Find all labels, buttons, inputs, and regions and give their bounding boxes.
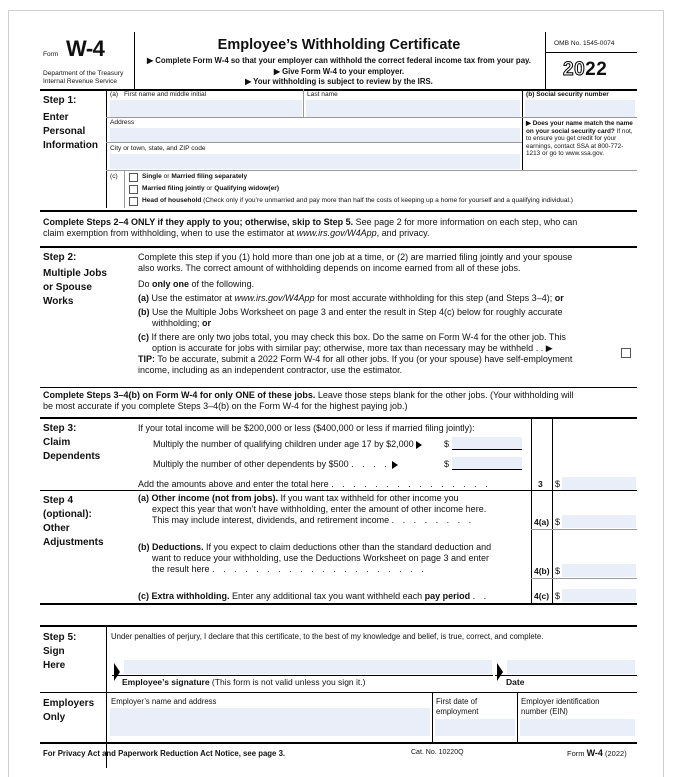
step3-title-1: Claim	[43, 437, 71, 448]
option-c-leader: . . ▶	[535, 343, 553, 353]
line-4c-leader: . .	[472, 591, 490, 601]
line-4a-rule	[531, 529, 637, 530]
two-jobs-checkbox[interactable]	[621, 348, 631, 358]
step4-number: Step 4	[43, 495, 74, 506]
step4-label	[43, 494, 104, 550]
step5-title-2: Here	[43, 660, 66, 671]
line-3-number: 3	[538, 479, 543, 489]
department-label	[43, 70, 138, 86]
filing-status-rule	[124, 170, 125, 208]
tax-year	[563, 59, 607, 81]
option-a-marker: (a)	[138, 293, 149, 303]
mfj-text: Married filing jointly	[142, 185, 205, 192]
qw-text: Qualifying widow(er)	[214, 185, 280, 192]
line-4a-dollar: $	[555, 517, 561, 527]
step2-title-1: Multiple Jobs	[43, 268, 107, 279]
employers-only-label	[43, 697, 94, 725]
other-dependents-dollar: $	[444, 459, 450, 469]
signature-caption	[122, 677, 365, 687]
perjury-statement: Under penalties of perjury, I declare that this certificate, to the best of my knowledge and belief, is true, correct, and complete.	[111, 632, 544, 641]
bullet-2: ▶ Give Form W-4 to your employer.	[273, 66, 405, 76]
line-4b-rule	[531, 578, 637, 579]
step5-bottom-rule	[40, 692, 637, 693]
header-divider-right	[545, 32, 546, 90]
option-b-text-2: withholding;	[152, 318, 203, 328]
step1-number: Step 1:	[43, 95, 77, 106]
last-name-input[interactable]	[306, 100, 520, 117]
line-4b-block	[138, 542, 528, 575]
single-option-label	[142, 173, 247, 181]
employee-signature-input[interactable]	[124, 660, 492, 674]
step3-total-text: Add the amounts above and enter the total here	[138, 479, 329, 489]
step3-number: Step 3:	[43, 423, 77, 434]
signature-caption-bold: Employee’s signature	[122, 677, 210, 687]
first-date-line-2: employment	[436, 706, 479, 716]
steps-2-4-intro	[43, 217, 637, 239]
step4-title-1: Other	[43, 523, 70, 534]
step5-label	[43, 631, 76, 673]
other-dependents-amount-input[interactable]	[452, 457, 522, 470]
line-3-dollar: $	[555, 479, 561, 489]
city-label: City or town, state, and ZIP code	[110, 145, 206, 152]
children-text: Multiply the number of qualifying children under age 17 by $2,000	[153, 439, 414, 449]
date-caption: Date	[506, 677, 525, 687]
option-c-text: If there are only two jobs total, you may check this box. Do the same on Form W-4 for the other job. This	[149, 332, 566, 342]
ein-input[interactable]	[520, 719, 635, 736]
footer-form-word: Form	[567, 749, 587, 758]
form-label: Form	[43, 51, 59, 58]
form-number: W-4	[66, 36, 105, 61]
footer-form-id	[567, 748, 627, 758]
step2-p1a: Complete this step if you (1) hold more than one job at a time, or (2) are married filing jointly and your spouse	[138, 252, 573, 262]
omb-divider	[545, 52, 637, 53]
intro-line2b: , and privacy.	[376, 228, 430, 238]
employers-bottom-rule	[40, 742, 637, 744]
hoh-text: Head of household	[142, 197, 202, 204]
employers-title-1: Employers	[43, 698, 95, 709]
title-block	[134, 37, 544, 53]
married-jointly-option-label	[142, 185, 279, 193]
signature-line	[112, 675, 493, 676]
hoh-note: (Check only if you’re unmarried and pay more than half the costs of keeping up a home for yourself and a qualifying individual.)	[201, 197, 573, 204]
last-name-label: Last name	[307, 91, 338, 98]
ssn-note	[526, 120, 636, 158]
line-4c-dollar: $	[555, 591, 561, 601]
date-arrow-icon	[497, 663, 503, 681]
ssn-label: (b) Social security number	[526, 91, 609, 98]
first-date-line-1: First date of	[436, 697, 478, 706]
other-dependents-line	[153, 459, 398, 470]
dept-line-1: Department of the Treasury	[43, 70, 124, 77]
line-4c-pay-period: pay period	[424, 591, 471, 601]
children-arrow	[416, 441, 422, 449]
ssn-divider	[522, 89, 523, 170]
intro-line2a: claim exemption from withholding, when to use the estimator at	[43, 228, 297, 238]
line-4b-title: (b) Deductions.	[138, 542, 204, 552]
step2-p2a: Do	[138, 279, 153, 289]
money-col-left	[531, 417, 532, 603]
other-dependents-arrow	[392, 461, 398, 469]
address-row-rule	[106, 142, 522, 143]
ssn-note-text: If not, to ensure you get credit for your earnings, contact SSA at 800-772-1213 or go to www.ssa.gov.	[526, 127, 633, 158]
single-checkbox[interactable]	[129, 173, 138, 182]
catalog-number: Cat. No. 10220Q	[411, 749, 464, 756]
step5-title-1: Sign	[43, 646, 65, 657]
line-4c-text: Enter any additional tax you want withheld each	[229, 591, 425, 601]
option-c-marker: (c)	[138, 332, 149, 342]
single-text: Single	[142, 173, 162, 180]
line-4b-text-3: the result here	[152, 564, 210, 574]
line-4a-input[interactable]	[562, 515, 636, 528]
step5-left-rule	[106, 625, 107, 768]
step1-title-1: Enter	[43, 112, 69, 123]
name-row-rule	[106, 117, 637, 118]
mfs-text: Married filing separately	[171, 173, 248, 180]
tip-text: To be accurate, submit a 2022 Form W-4 for all other jobs. If you (or your spouse) have self-employment	[155, 354, 573, 364]
line-4c-input[interactable]	[562, 589, 636, 602]
footer-form-year: (2022)	[602, 749, 627, 758]
intro-bold: Complete Steps 2–4 ONLY if they apply to you; otherwise, skip to Step 5.	[43, 217, 354, 227]
line-c-label: (c)	[110, 173, 118, 180]
ein-line-2: number (EIN)	[521, 706, 568, 716]
step3-title-2: Dependents	[43, 451, 101, 462]
steps-3-4-notice	[43, 390, 637, 412]
dept-line-2: Internal Revenue Service	[43, 78, 118, 85]
option-b-or: or	[202, 318, 212, 328]
line-4b-leader: . . . . . . . . . . . . . . . . . . . .	[212, 564, 427, 574]
line-4b-input[interactable]	[562, 564, 636, 577]
or-text-1: or	[161, 173, 172, 180]
line-4a-block	[138, 493, 528, 526]
step3-total-line	[138, 479, 491, 490]
line-4a-title: (a) Other income (not from jobs).	[138, 493, 279, 503]
ein-line-1: Employer identification	[521, 697, 600, 706]
employer-name-input[interactable]	[110, 708, 430, 736]
tip-text-2: income, including as an independent contractor, use the estimator.	[138, 365, 403, 375]
step2-p1b: also works. The correct amount of withholding depends on income earned from all of these jobs.	[138, 263, 521, 273]
name-divider	[303, 89, 304, 117]
step4-bottom-rule	[40, 603, 637, 605]
date-line	[495, 675, 637, 676]
step5-number: Step 5:	[43, 632, 77, 643]
instruction-bullets	[134, 56, 544, 88]
step2-body	[138, 252, 636, 376]
step2-p2c: of the following.	[189, 279, 255, 289]
step2-p2b: only one	[152, 279, 190, 289]
first-date-input[interactable]	[435, 719, 515, 736]
option-a-text-2: for most accurate withholding for this step (and Steps 3–4);	[314, 293, 555, 303]
ssn-input[interactable]	[525, 100, 635, 117]
footer-form-number: W-4	[586, 748, 603, 758]
married-jointly-checkbox[interactable]	[129, 185, 138, 194]
first-date-label	[436, 697, 478, 716]
step2-label	[43, 251, 107, 309]
notice-rest: Leave those steps blank for the other jobs. (Your withholding will	[315, 390, 574, 400]
city-input[interactable]	[110, 154, 520, 169]
step1-label	[43, 94, 98, 153]
ein-label	[521, 697, 599, 716]
employer-name-label: Employer’s name and address	[111, 697, 217, 706]
tip-label: TIP:	[138, 354, 155, 364]
children-line	[153, 439, 422, 450]
bullet-1: ▶ Complete Form W-4 so that your employer can withhold the correct federal income tax from your pay.	[147, 56, 531, 65]
signature-arrow-icon	[114, 663, 120, 681]
omb-number: OMB No. 1545-0074	[554, 40, 615, 47]
step2-title-2: or Spouse	[43, 282, 92, 293]
or-text-2: or	[204, 185, 215, 192]
step5-top-rule	[40, 625, 637, 627]
step4-title-2: Adjustments	[43, 537, 104, 548]
address-input[interactable]	[110, 128, 520, 142]
signature-date-input[interactable]	[507, 660, 635, 674]
line-4b-text-2: want to reduce your withholding, use the Deductions Worksheet on page 3 and enter	[152, 553, 490, 563]
line-3-input[interactable]	[562, 477, 636, 490]
line-4c-block	[138, 591, 489, 602]
line-4c-title: (c) Extra withholding.	[138, 591, 230, 601]
line-4a-leader: . . . . . . . .	[391, 515, 475, 525]
city-row-rule	[106, 170, 637, 171]
line-4b-text-1: If you expect to claim deductions other than the standard deduction and	[203, 542, 492, 552]
intro-bottom-rule	[40, 246, 637, 248]
step3-total-leader: . . . . . . . . . . . . . . .	[331, 479, 491, 489]
line-4a-number: 4(a)	[534, 517, 550, 527]
step3-label	[43, 422, 100, 464]
estimator-link-2[interactable]: www.irs.gov/W4App	[234, 293, 315, 303]
notice-line2: be most accurate if you complete Steps 3–4(b) on the Form W-4 for the highest paying job.)	[43, 401, 408, 411]
children-dollar: $	[444, 439, 450, 449]
year-suffix: 22	[585, 59, 608, 80]
employer-divider-1	[432, 692, 433, 742]
estimator-link[interactable]: www.irs.gov/W4App	[296, 228, 377, 238]
option-b-marker: (b)	[138, 307, 150, 317]
money-col-divider	[552, 417, 553, 603]
line-4b-dollar: $	[555, 566, 561, 576]
step3-income-limit: If your total income will be $200,000 or less ($400,000 or less if married filing jointly):	[138, 423, 475, 433]
line-4c-number: 4(c)	[534, 591, 550, 601]
other-dependents-leader: . . . .	[351, 459, 390, 469]
form-title: Employee’s Withholding Certificate	[217, 37, 461, 53]
address-label: Address	[110, 119, 135, 126]
ssn-note-bold: ▶ Does your name match the name on your social security card?	[526, 120, 633, 135]
step1-bottom-rule	[40, 210, 637, 212]
line-a-label: (a)	[110, 91, 119, 98]
step3-bottom-rule	[40, 490, 637, 491]
employers-title-2: Only	[43, 712, 66, 723]
option-b-text: Use the Multiple Jobs Worksheet on page 3 and enter the result in Step 4(c) below for roughly accurate	[149, 307, 563, 317]
signature-caption-note: (This form is not valid unless you sign it.)	[209, 677, 366, 687]
first-name-input[interactable]	[110, 100, 302, 117]
notice-bottom-rule	[40, 417, 637, 419]
step2-title-3: Works	[43, 296, 74, 307]
head-of-household-option-label	[142, 197, 573, 205]
bullet-3: ▶ Your withholding is subject to review by the IRS.	[245, 77, 433, 86]
line-4a-text-3: This may include interest, dividends, and retirement income	[152, 515, 390, 525]
step1-title-3: Information	[43, 140, 98, 151]
notice-bold: Complete Steps 3–4(b) on Form W-4 for only ONE of these jobs.	[43, 390, 316, 400]
option-a-or: or	[554, 293, 564, 303]
employer-divider-2	[517, 692, 518, 742]
step2-bottom-rule	[40, 387, 637, 388]
line-4b-number: 4(b)	[534, 566, 550, 576]
privacy-notice: For Privacy Act and Paperwork Reduction Act Notice, see page 3.	[43, 749, 286, 758]
line-4a-text-1: If you want tax withheld for other income you	[278, 493, 459, 503]
step4-optional: (optional):	[43, 509, 92, 520]
step1-title-2: Personal	[43, 126, 86, 137]
option-a-text: Use the estimator at	[149, 293, 235, 303]
intro-rest: See page 2 for more information on each step, who can	[353, 217, 578, 227]
line-4a-text-2: expect this year that won’t have withholding, enter the amount of other income here.	[152, 504, 487, 514]
option-c-text-2: option is accurate for jobs with similar pay; otherwise, more tax than necessary may be withheld	[152, 343, 534, 353]
first-name-label: First name and middle initial	[124, 91, 207, 98]
step2-number: Step 2:	[43, 252, 77, 263]
head-of-household-checkbox[interactable]	[129, 197, 138, 206]
other-dependents-text: Multiply the number of other dependents by $500	[153, 459, 349, 469]
children-amount-input[interactable]	[452, 437, 522, 450]
year-prefix: 20	[563, 59, 586, 80]
step1-left-rule	[106, 89, 107, 208]
